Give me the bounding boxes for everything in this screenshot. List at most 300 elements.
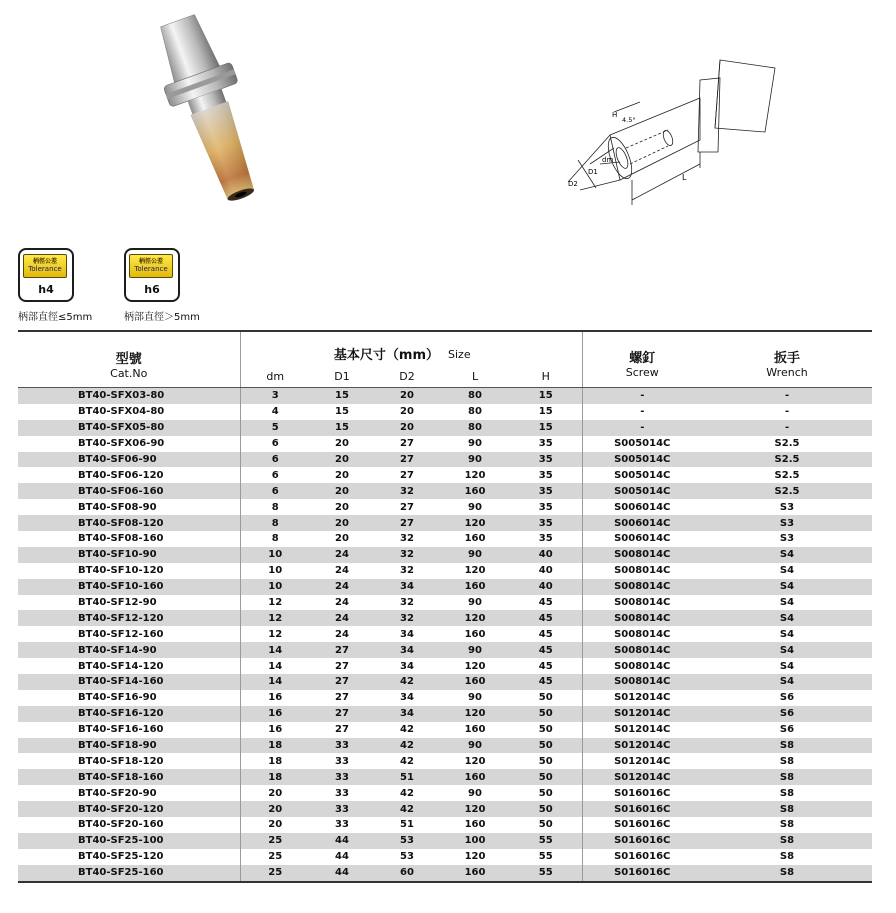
l-cell: 160 — [440, 626, 510, 642]
table-row — [18, 467, 872, 483]
l-cell: 90 — [440, 738, 510, 754]
d1-cell: 20 — [310, 483, 374, 499]
d1-cell: 24 — [310, 547, 374, 563]
tolerance-note: 柄部直徑≤5mm — [18, 312, 93, 323]
screw-cell: - — [582, 404, 702, 420]
table-row — [18, 722, 872, 738]
d1-cell: 24 — [310, 610, 374, 626]
h-cell: 50 — [510, 738, 582, 754]
dm-cell: 20 — [240, 801, 310, 817]
wrench-cell: S4 — [702, 595, 872, 611]
d1-cell: 20 — [310, 467, 374, 483]
wrench-cell: S3 — [702, 515, 872, 531]
d2-cell: 32 — [374, 547, 440, 563]
table-row — [18, 738, 872, 754]
screw-cell: S012014C — [582, 722, 702, 738]
d2-cell: 34 — [374, 706, 440, 722]
screw-cell: S012014C — [582, 769, 702, 785]
cat-header-cn: 型號 — [115, 351, 142, 367]
tool-holder-photo — [100, 10, 320, 210]
d2-cell: 51 — [374, 769, 440, 785]
wrench-cell: S4 — [702, 674, 872, 690]
d2-cell: 42 — [374, 674, 440, 690]
d2-cell: 32 — [374, 563, 440, 579]
l-cell: 90 — [440, 436, 510, 452]
wrench-cell: - — [702, 420, 872, 436]
wrench-cell: S8 — [702, 833, 872, 849]
table-row — [18, 579, 872, 595]
screw-cell: S008014C — [582, 547, 702, 563]
cat-no-cell: BT40-SF14-90 — [18, 642, 240, 658]
tolerance-badge-h4 — [18, 248, 74, 302]
cat-no-cell: BT40-SF10-90 — [18, 547, 240, 563]
dm-cell: 10 — [240, 563, 310, 579]
table-row — [18, 849, 872, 865]
tolerance-grade: h6 — [144, 283, 160, 296]
cat-no-cell: BT40-SF10-160 — [18, 579, 240, 595]
h-cell: 40 — [510, 563, 582, 579]
d1-cell: 15 — [310, 404, 374, 420]
screw-cell: S005014C — [582, 467, 702, 483]
d1-cell: 33 — [310, 769, 374, 785]
screw-cell: S008014C — [582, 658, 702, 674]
cat-no-cell: BT40-SFX05-80 — [18, 420, 240, 436]
l-cell: 160 — [440, 865, 510, 882]
d2-cell: 27 — [374, 499, 440, 515]
d2-cell: 42 — [374, 722, 440, 738]
screw-cell: S012014C — [582, 753, 702, 769]
screw-cell: S012014C — [582, 690, 702, 706]
l-cell: 80 — [440, 388, 510, 404]
size-header-en — [440, 331, 582, 364]
screw-cell: S006014C — [582, 531, 702, 547]
table-row — [18, 642, 872, 658]
screw-cell: S006014C — [582, 515, 702, 531]
wrench-cell: S8 — [702, 769, 872, 785]
d1-cell: 27 — [310, 690, 374, 706]
d2-cell: 60 — [374, 865, 440, 882]
dm-cell: 10 — [240, 579, 310, 595]
h-cell: 50 — [510, 801, 582, 817]
d2-cell: 32 — [374, 531, 440, 547]
table-row — [18, 499, 872, 515]
h-cell: 50 — [510, 690, 582, 706]
h-cell: 15 — [510, 420, 582, 436]
d2-cell: 27 — [374, 452, 440, 468]
h-cell: 40 — [510, 547, 582, 563]
label-d1: D1 — [588, 168, 598, 176]
d1-cell: 20 — [310, 452, 374, 468]
d1-cell: 33 — [310, 785, 374, 801]
l-cell: 100 — [440, 833, 510, 849]
l-cell: 120 — [440, 610, 510, 626]
plate-cn: 柄徑公差 — [138, 258, 163, 265]
h-cell: 35 — [510, 452, 582, 468]
cat-no-cell: BT40-SF20-120 — [18, 801, 240, 817]
d2-cell: 42 — [374, 801, 440, 817]
d2-cell: 53 — [374, 849, 440, 865]
dm-cell: 6 — [240, 483, 310, 499]
l-cell: 90 — [440, 785, 510, 801]
table-row — [18, 690, 872, 706]
col-l-header: L — [440, 364, 510, 388]
table-row — [18, 420, 872, 436]
col-cat-header — [18, 331, 240, 388]
col-wrench-header — [702, 331, 872, 388]
d1-cell: 27 — [310, 674, 374, 690]
h-cell: 45 — [510, 674, 582, 690]
l-cell: 120 — [440, 801, 510, 817]
cat-no-cell: BT40-SF12-160 — [18, 626, 240, 642]
wrench-cell: S6 — [702, 690, 872, 706]
dm-cell: 3 — [240, 388, 310, 404]
l-cell: 120 — [440, 753, 510, 769]
l-cell: 90 — [440, 499, 510, 515]
h-cell: 35 — [510, 515, 582, 531]
screw-cell: S008014C — [582, 563, 702, 579]
screw-header-cn: 螺釘 — [629, 350, 656, 366]
wrench-cell: S8 — [702, 738, 872, 754]
wrench-cell: S6 — [702, 706, 872, 722]
h-cell: 45 — [510, 610, 582, 626]
h-cell: 50 — [510, 769, 582, 785]
cat-no-cell: BT40-SF16-90 — [18, 690, 240, 706]
d2-cell: 32 — [374, 483, 440, 499]
d1-cell: 27 — [310, 722, 374, 738]
screw-cell: - — [582, 420, 702, 436]
h-cell: 35 — [510, 499, 582, 515]
d2-cell: 32 — [374, 610, 440, 626]
table-row — [18, 833, 872, 849]
d1-cell: 27 — [310, 658, 374, 674]
cat-no-cell: BT40-SF25-160 — [18, 865, 240, 882]
wrench-cell: - — [702, 388, 872, 404]
plate-cn: 柄徑公差 — [32, 258, 57, 265]
l-cell: 120 — [440, 563, 510, 579]
cat-no-cell: BT40-SFX06-90 — [18, 436, 240, 452]
wrench-cell: S2.5 — [702, 467, 872, 483]
screw-cell: S008014C — [582, 626, 702, 642]
l-cell: 90 — [440, 690, 510, 706]
cat-no-cell: BT40-SF25-100 — [18, 833, 240, 849]
d1-cell: 27 — [310, 642, 374, 658]
dm-cell: 14 — [240, 658, 310, 674]
d1-cell: 33 — [310, 801, 374, 817]
cat-header-en: Cat.No — [110, 366, 148, 380]
wrench-cell: S4 — [702, 563, 872, 579]
label-angle: 4.5° — [622, 116, 636, 124]
screw-cell: S008014C — [582, 579, 702, 595]
d1-cell: 44 — [310, 865, 374, 882]
cat-no-cell: BT40-SF10-120 — [18, 563, 240, 579]
table-row — [18, 404, 872, 420]
d1-cell: 27 — [310, 706, 374, 722]
dm-cell: 12 — [240, 626, 310, 642]
h-cell: 55 — [510, 833, 582, 849]
l-cell: 80 — [440, 404, 510, 420]
cat-no-cell: BT40-SF18-160 — [18, 769, 240, 785]
table-row — [18, 769, 872, 785]
l-cell: 160 — [440, 579, 510, 595]
plate-en: Tolerance — [134, 265, 168, 273]
wrench-cell: S2.5 — [702, 452, 872, 468]
table-row — [18, 658, 872, 674]
l-cell: 120 — [440, 515, 510, 531]
table-row — [18, 436, 872, 452]
wrench-header-en: Wrench — [766, 365, 808, 379]
wrench-cell: S4 — [702, 642, 872, 658]
wrench-cell: - — [702, 404, 872, 420]
cat-no-cell: BT40-SF12-120 — [18, 610, 240, 626]
d2-cell: 20 — [374, 420, 440, 436]
table-row — [18, 626, 872, 642]
size-header-en-text: Size — [448, 347, 471, 361]
h-cell: 55 — [510, 865, 582, 882]
screw-cell: S012014C — [582, 706, 702, 722]
table-row — [18, 706, 872, 722]
wrench-cell: S8 — [702, 785, 872, 801]
wrench-cell: S2.5 — [702, 436, 872, 452]
d2-cell: 34 — [374, 642, 440, 658]
label-l: L — [682, 173, 687, 182]
cat-no-cell: BT40-SF06-160 — [18, 483, 240, 499]
label-dm: dm — [602, 156, 614, 164]
table-row — [18, 388, 872, 404]
label-h: H — [612, 111, 618, 119]
d1-cell: 24 — [310, 563, 374, 579]
dm-cell: 12 — [240, 595, 310, 611]
cat-no-cell: BT40-SF08-90 — [18, 499, 240, 515]
screw-cell: S005014C — [582, 436, 702, 452]
h-cell: 45 — [510, 626, 582, 642]
dm-cell: 8 — [240, 515, 310, 531]
dm-cell: 8 — [240, 531, 310, 547]
l-cell: 160 — [440, 817, 510, 833]
plate-en: Tolerance — [28, 265, 62, 273]
screw-cell: S012014C — [582, 738, 702, 754]
d2-cell: 27 — [374, 467, 440, 483]
d1-cell: 15 — [310, 420, 374, 436]
d1-cell: 33 — [310, 753, 374, 769]
h-cell: 35 — [510, 467, 582, 483]
cat-no-cell: BT40-SF14-120 — [18, 658, 240, 674]
d1-cell: 24 — [310, 579, 374, 595]
h-cell: 45 — [510, 595, 582, 611]
d2-cell: 34 — [374, 626, 440, 642]
screw-cell: S016016C — [582, 849, 702, 865]
dm-cell: 12 — [240, 610, 310, 626]
spec-table — [18, 330, 872, 883]
h-cell: 50 — [510, 706, 582, 722]
table-row — [18, 595, 872, 611]
dm-cell: 18 — [240, 738, 310, 754]
d2-cell: 20 — [374, 404, 440, 420]
wrench-cell: S4 — [702, 610, 872, 626]
screw-cell: S005014C — [582, 452, 702, 468]
screw-header-en: Screw — [625, 365, 659, 379]
d2-cell: 20 — [374, 388, 440, 404]
col-h-header: H — [510, 364, 582, 388]
wrench-cell: S4 — [702, 658, 872, 674]
table-row — [18, 865, 872, 882]
d1-cell: 20 — [310, 531, 374, 547]
screw-cell: S016016C — [582, 801, 702, 817]
wrench-cell: S8 — [702, 753, 872, 769]
d1-cell: 33 — [310, 738, 374, 754]
dm-cell: 14 — [240, 674, 310, 690]
d1-cell: 20 — [310, 436, 374, 452]
screw-cell: S016016C — [582, 865, 702, 882]
cat-no-cell: BT40-SF16-160 — [18, 722, 240, 738]
wrench-cell: S8 — [702, 817, 872, 833]
dm-cell: 6 — [240, 452, 310, 468]
dm-cell: 8 — [240, 499, 310, 515]
dm-cell: 20 — [240, 785, 310, 801]
dm-cell: 25 — [240, 833, 310, 849]
dm-cell: 20 — [240, 817, 310, 833]
d2-cell: 27 — [374, 515, 440, 531]
table-row — [18, 610, 872, 626]
wrench-cell: S3 — [702, 531, 872, 547]
wrench-header-cn: 扳手 — [774, 350, 801, 366]
cat-no-cell: BT40-SF18-120 — [18, 753, 240, 769]
d2-cell: 32 — [374, 595, 440, 611]
screw-cell: S008014C — [582, 610, 702, 626]
tolerance-plate-icon — [129, 254, 173, 278]
d1-cell: 20 — [310, 499, 374, 515]
l-cell: 120 — [440, 849, 510, 865]
d2-cell: 42 — [374, 738, 440, 754]
cat-no-cell: BT40-SF20-90 — [18, 785, 240, 801]
table-row — [18, 817, 872, 833]
l-cell: 160 — [440, 531, 510, 547]
dm-cell: 6 — [240, 467, 310, 483]
tolerance-grade: h4 — [38, 283, 54, 296]
dm-cell: 10 — [240, 547, 310, 563]
dm-cell: 4 — [240, 404, 310, 420]
dimension-drawing — [550, 40, 790, 215]
cat-no-cell: BT40-SF12-90 — [18, 595, 240, 611]
screw-cell: - — [582, 388, 702, 404]
size-header-cn-text: 基本尺寸（mm） — [333, 348, 440, 363]
dm-cell: 5 — [240, 420, 310, 436]
label-d2: D2 — [568, 180, 578, 188]
cat-no-cell: BT40-SF25-120 — [18, 849, 240, 865]
cat-no-cell: BT40-SF06-120 — [18, 467, 240, 483]
l-cell: 160 — [440, 483, 510, 499]
screw-cell: S016016C — [582, 785, 702, 801]
cat-no-cell: BT40-SF16-120 — [18, 706, 240, 722]
col-screw-header — [582, 331, 702, 388]
dm-cell: 16 — [240, 706, 310, 722]
col-dm-header: dm — [240, 364, 310, 388]
d2-cell: 34 — [374, 579, 440, 595]
table-row — [18, 785, 872, 801]
h-cell: 35 — [510, 483, 582, 499]
dm-cell: 18 — [240, 769, 310, 785]
screw-cell: S005014C — [582, 483, 702, 499]
tolerance-badge-h6 — [124, 248, 180, 302]
spec-table-body — [18, 388, 872, 882]
d1-cell: 24 — [310, 626, 374, 642]
h-cell: 35 — [510, 436, 582, 452]
wrench-cell: S8 — [702, 849, 872, 865]
cat-no-cell: BT40-SFX03-80 — [18, 388, 240, 404]
h-cell: 15 — [510, 388, 582, 404]
h-cell: 15 — [510, 404, 582, 420]
l-cell: 90 — [440, 547, 510, 563]
wrench-cell: S3 — [702, 499, 872, 515]
table-row — [18, 753, 872, 769]
d2-cell: 42 — [374, 785, 440, 801]
wrench-cell: S8 — [702, 801, 872, 817]
h-cell: 45 — [510, 642, 582, 658]
d2-cell: 27 — [374, 436, 440, 452]
table-row — [18, 563, 872, 579]
l-cell: 90 — [440, 452, 510, 468]
d2-cell: 51 — [374, 817, 440, 833]
d2-cell: 34 — [374, 690, 440, 706]
l-cell: 120 — [440, 658, 510, 674]
cat-no-cell: BT40-SF08-120 — [18, 515, 240, 531]
table-row — [18, 452, 872, 468]
d1-cell: 33 — [310, 817, 374, 833]
d2-cell: 42 — [374, 753, 440, 769]
h-cell: 50 — [510, 817, 582, 833]
dm-cell: 16 — [240, 690, 310, 706]
d2-cell: 53 — [374, 833, 440, 849]
d1-cell: 44 — [310, 833, 374, 849]
wrench-cell: S4 — [702, 547, 872, 563]
wrench-cell: S6 — [702, 722, 872, 738]
table-row — [18, 531, 872, 547]
l-cell: 160 — [440, 769, 510, 785]
tolerance-note: 柄部直徑＞5mm — [124, 312, 200, 323]
screw-cell: S016016C — [582, 817, 702, 833]
h-cell: 50 — [510, 753, 582, 769]
table-row — [18, 801, 872, 817]
dm-cell: 6 — [240, 436, 310, 452]
l-cell: 120 — [440, 467, 510, 483]
wrench-cell: S4 — [702, 626, 872, 642]
dm-cell: 25 — [240, 849, 310, 865]
table-row — [18, 483, 872, 499]
l-cell: 160 — [440, 722, 510, 738]
screw-cell: S008014C — [582, 595, 702, 611]
l-cell: 90 — [440, 642, 510, 658]
screw-cell: S006014C — [582, 499, 702, 515]
dm-cell: 18 — [240, 753, 310, 769]
l-cell: 80 — [440, 420, 510, 436]
col-d2-header: D2 — [374, 364, 440, 388]
cat-no-cell: BT40-SF18-90 — [18, 738, 240, 754]
col-d1-header: D1 — [310, 364, 374, 388]
screw-cell: S008014C — [582, 674, 702, 690]
dm-cell: 25 — [240, 865, 310, 882]
d1-cell: 20 — [310, 515, 374, 531]
tolerance-plate-icon — [23, 254, 67, 278]
dm-cell: 14 — [240, 642, 310, 658]
h-cell: 50 — [510, 785, 582, 801]
dm-cell: 16 — [240, 722, 310, 738]
wrench-cell: S4 — [702, 579, 872, 595]
wrench-cell: S2.5 — [702, 483, 872, 499]
table-row — [18, 515, 872, 531]
h-cell: 50 — [510, 722, 582, 738]
l-cell: 90 — [440, 595, 510, 611]
l-cell: 120 — [440, 706, 510, 722]
size-header-cn — [240, 331, 440, 364]
